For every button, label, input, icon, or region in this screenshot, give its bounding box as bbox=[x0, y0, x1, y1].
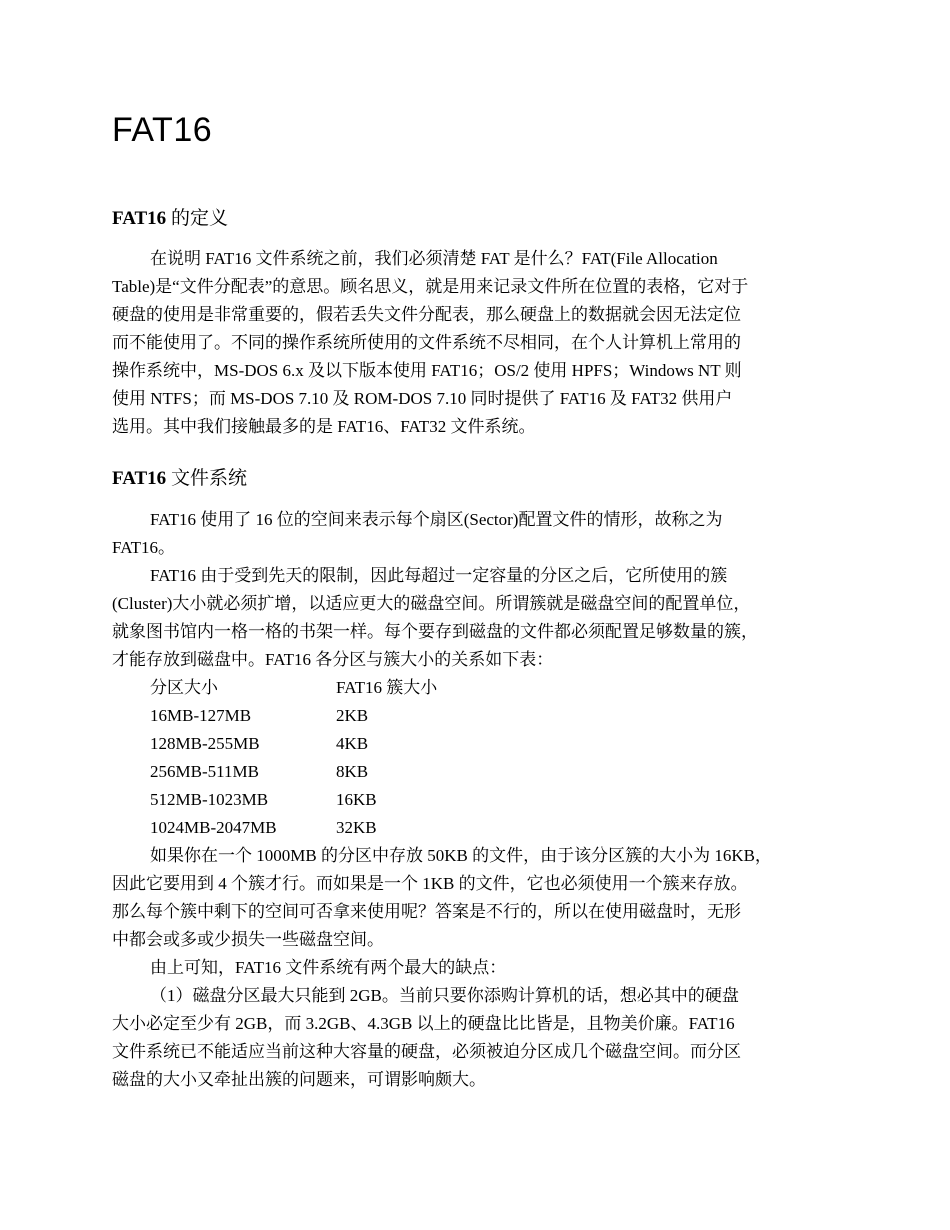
table-cell-cluster: 2KB bbox=[336, 706, 369, 725]
heading-rest-part: 的定义 bbox=[166, 208, 228, 229]
paragraph-line: 在说明 FAT16 文件系统之前，我们必须清楚 FAT 是什么？FAT(File Allocation bbox=[150, 249, 718, 268]
table-cell-partition: 16MB-127MB bbox=[150, 706, 252, 725]
paragraph-line: 大小必定至少有 2GB，而 3.2GB、4.3GB 以上的硬盘比比皆是，且物美价廉。FAT16 bbox=[112, 1014, 735, 1033]
paragraph-line: FAT16 使用了 16 位的空间来表示每个扇区(Sector)配置文件的情形，故称之为 bbox=[150, 510, 723, 529]
paragraph-line: 选用。其中我们接触最多的是 FAT16、FAT32 文件系统。 bbox=[112, 417, 536, 436]
paragraph-line: 那么每个簇中剩下的空间可否拿来使用呢？答案是不行的，所以在使用磁盘时，无形 bbox=[112, 902, 741, 921]
paragraph-line: FAT16 由于受到先天的限制，因此每超过一定容量的分区之后，它所使用的簇 bbox=[150, 566, 728, 585]
table-cell-cluster: 8KB bbox=[336, 762, 369, 781]
table-cell-partition: 128MB-255MB bbox=[150, 734, 260, 753]
paragraph-line: 就象图书馆内一格一格的书架一样。每个要存到磁盘的文件都必须配置足够数量的簇， bbox=[112, 622, 758, 641]
paragraph-line: 硬盘的使用是非常重要的，假若丢失文件分配表，那么硬盘上的数据就会因无法定位 bbox=[112, 305, 741, 324]
paragraph-line: 使用 NTFS；而 MS-DOS 7.10 及 ROM-DOS 7.10 同时提供了 FAT16 及 FAT32 供用户 bbox=[112, 389, 733, 408]
paragraph-line: 文件系统已不能适应当前这种大容量的硬盘，必须被迫分区成几个磁盘空间。而分区 bbox=[112, 1042, 741, 1061]
paragraph-line: 磁盘的大小又牵扯出簇的问题来，可谓影响颇大。 bbox=[112, 1070, 486, 1089]
paragraph-line: 而不能使用了。不同的操作系统所使用的文件系统不尽相同，在个人计算机上常用的 bbox=[112, 333, 741, 352]
section-heading-definition bbox=[112, 206, 228, 232]
heading-rest-part: 文件系统 bbox=[166, 468, 247, 489]
paragraph-line: （1）磁盘分区最大只能到 2GB。当前只要你添购计算机的话，想必其中的硬盘 bbox=[150, 986, 739, 1005]
paragraph-line: 操作系统中，MS-DOS 6.x 及以下版本使用 FAT16；OS/2 使用 HPFS；Windows NT 则 bbox=[112, 361, 742, 380]
paragraph-line: Table)是“文件分配表”的意思。顾名思义，就是用来记录文件所在位置的表格，它对于 bbox=[112, 277, 749, 296]
heading-bold-part: FAT16 bbox=[112, 208, 167, 229]
table-header-cluster-size: FAT16 簇大小 bbox=[336, 678, 438, 697]
paragraph-line: 如果你在一个 1000MB 的分区中存放 50KB 的文件，由于该分区簇的大小为 16KB， bbox=[150, 846, 772, 865]
page-title: FAT16 bbox=[112, 111, 213, 149]
paragraph-line: 中都会或多或少损失一些磁盘空间。 bbox=[112, 930, 384, 949]
heading-bold-part: FAT16 bbox=[112, 468, 167, 489]
paragraph-line: (Cluster)大小就必须扩增，以适应更大的磁盘空间。所谓簇就是磁盘空间的配置单位， bbox=[112, 594, 751, 613]
table-cell-partition: 256MB-511MB bbox=[150, 762, 259, 781]
paragraph-line: 由上可知，FAT16 文件系统有两个最大的缺点： bbox=[150, 958, 507, 977]
table-cell-cluster: 32KB bbox=[336, 818, 377, 837]
paragraph-line: 才能存放到磁盘中。FAT16 各分区与簇大小的关系如下表： bbox=[112, 650, 554, 669]
table-cell-cluster: 4KB bbox=[336, 734, 369, 753]
table-cell-partition: 1024MB-2047MB bbox=[150, 818, 277, 837]
section-heading-file-system bbox=[112, 466, 247, 492]
table-cell-cluster: 16KB bbox=[336, 790, 377, 809]
paragraph-line: FAT16。 bbox=[112, 538, 175, 557]
paragraph-line: 因此它要用到 4 个簇才行。而如果是一个 1KB 的文件，它也必须使用一个簇来存放。 bbox=[112, 874, 748, 893]
table-cell-partition: 512MB-1023MB bbox=[150, 790, 269, 809]
table-header-partition-size: 分区大小 bbox=[150, 678, 218, 697]
